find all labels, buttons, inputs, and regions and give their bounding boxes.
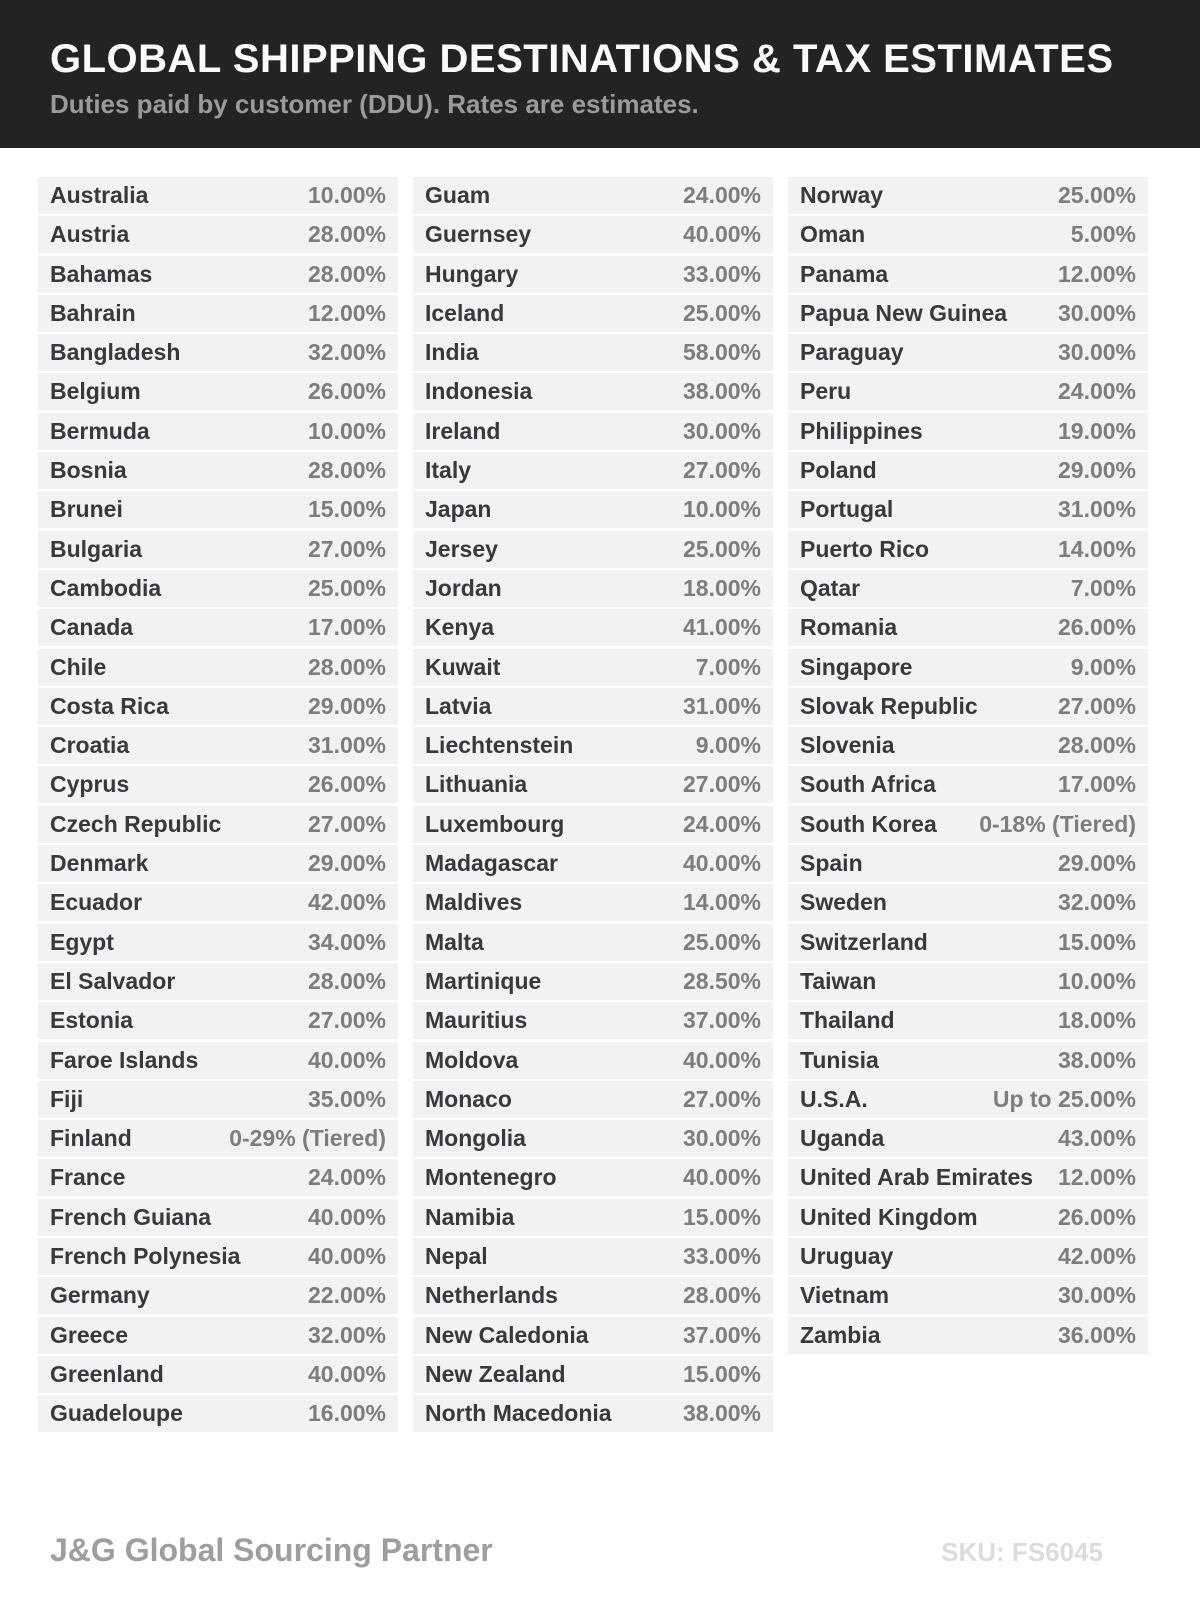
country-name: Czech Republic xyxy=(50,810,222,837)
country-name: Bahamas xyxy=(50,260,153,287)
tax-rate: 14.00% xyxy=(682,889,761,916)
country-name: Belgium xyxy=(50,378,141,405)
country-name: Kenya xyxy=(425,614,495,641)
table-row xyxy=(413,1081,773,1118)
table-row xyxy=(38,491,398,528)
table-row xyxy=(413,727,773,764)
country-name: Sweden xyxy=(800,889,887,916)
country-name: Qatar xyxy=(800,574,861,601)
country-name: Vietnam xyxy=(800,1282,890,1309)
table-row xyxy=(413,452,773,489)
sku-label: SKU: FS6045 xyxy=(941,1537,1103,1567)
tax-rate: 27.00% xyxy=(307,535,386,562)
country-name: Madagascar xyxy=(425,850,558,877)
country-name: Hungary xyxy=(425,260,519,287)
tax-rate: 0-18% (Tiered) xyxy=(979,810,1136,837)
tax-rate: 36.00% xyxy=(1057,1321,1136,1348)
tax-rate: 33.00% xyxy=(682,1243,761,1270)
tax-rate: 40.00% xyxy=(307,1360,386,1387)
table-row xyxy=(413,845,773,882)
tax-rate: 18.00% xyxy=(1057,1007,1136,1034)
table-row xyxy=(788,1317,1148,1354)
table-row xyxy=(413,884,773,921)
table-row xyxy=(38,609,398,646)
tax-rate: 40.00% xyxy=(307,1203,386,1230)
tax-rate: 40.00% xyxy=(307,1046,386,1073)
page-header xyxy=(0,0,1200,148)
page-footer xyxy=(50,1532,1103,1569)
page-title: GLOBAL SHIPPING DESTINATIONS & TAX ESTIMATES xyxy=(50,37,1114,81)
table-row xyxy=(413,1199,773,1236)
tax-rate: 0-29% (Tiered) xyxy=(229,1125,386,1152)
tax-rate: 29.00% xyxy=(1057,850,1136,877)
tax-rate: 18.00% xyxy=(682,574,761,601)
country-name: French Guiana xyxy=(50,1203,212,1230)
country-name: Greenland xyxy=(50,1360,164,1387)
table-row xyxy=(788,884,1148,921)
country-name: Norway xyxy=(800,182,884,208)
table-row xyxy=(38,1002,398,1039)
tax-rate: 15.00% xyxy=(682,1360,761,1387)
country-name: New Caledonia xyxy=(425,1321,589,1348)
table-row xyxy=(788,1277,1148,1314)
table-row xyxy=(788,216,1148,253)
country-name: Greece xyxy=(50,1321,129,1348)
table-row xyxy=(413,766,773,803)
tax-rate: 31.00% xyxy=(682,692,761,719)
table-row xyxy=(788,963,1148,1000)
country-name: Maldives xyxy=(425,889,523,916)
tax-rate: 24.00% xyxy=(682,810,761,837)
country-name: Romania xyxy=(800,614,898,641)
country-name: Guernsey xyxy=(425,221,532,248)
table-row xyxy=(788,1159,1148,1196)
country-name: Panama xyxy=(800,260,889,287)
tax-rate: 15.00% xyxy=(682,1203,761,1230)
country-name: Papua New Guinea xyxy=(800,299,1008,326)
country-name: Jersey xyxy=(425,535,498,562)
country-name: Egypt xyxy=(50,928,114,955)
tax-rate: Up to 25.00% xyxy=(992,1085,1136,1112)
table-row xyxy=(38,334,398,371)
tax-rate: 30.00% xyxy=(1057,339,1136,366)
table-row xyxy=(413,1042,773,1079)
country-name: United Arab Emirates xyxy=(800,1164,1034,1191)
country-name: Uruguay xyxy=(800,1243,894,1270)
tax-rate: 10.00% xyxy=(1057,967,1136,994)
tax-rate: 15.00% xyxy=(307,496,386,523)
tax-rate: 25.00% xyxy=(682,928,761,955)
table-row xyxy=(413,413,773,450)
table-row xyxy=(788,1042,1148,1079)
tax-rate: 27.00% xyxy=(682,771,761,798)
tax-rate: 42.00% xyxy=(1057,1243,1136,1270)
country-name: Paraguay xyxy=(800,339,904,366)
table-row xyxy=(788,1002,1148,1039)
table-row xyxy=(413,1277,773,1314)
tax-rate: 30.00% xyxy=(1057,299,1136,326)
tax-rate: 38.00% xyxy=(1057,1046,1136,1073)
tax-rate: 19.00% xyxy=(1057,417,1136,444)
tax-rate: 7.00% xyxy=(695,653,761,680)
tax-rate: 40.00% xyxy=(682,1164,761,1191)
country-name: Bermuda xyxy=(50,417,150,444)
tax-rate: 28.00% xyxy=(1057,732,1136,759)
table-row xyxy=(38,413,398,450)
country-name: Oman xyxy=(800,221,866,248)
table-row xyxy=(413,1159,773,1196)
country-name: Thailand xyxy=(800,1007,895,1034)
tax-rate: 9.00% xyxy=(1070,653,1136,680)
country-name: Australia xyxy=(50,182,149,208)
table-row xyxy=(413,570,773,607)
country-name: Ireland xyxy=(425,417,501,444)
table-row xyxy=(38,177,398,214)
table-column-2 xyxy=(413,177,773,1435)
country-name: El Salvador xyxy=(50,967,176,994)
table-row xyxy=(413,924,773,961)
table-row xyxy=(788,1120,1148,1157)
tax-rate: 27.00% xyxy=(307,1007,386,1034)
tax-rate: 5.00% xyxy=(1070,221,1136,248)
shipping-tax-table xyxy=(38,177,1165,1435)
tax-rate: 14.00% xyxy=(1057,535,1136,562)
table-row xyxy=(413,531,773,568)
table-row xyxy=(788,924,1148,961)
table-row xyxy=(413,216,773,253)
country-name: Namibia xyxy=(425,1203,515,1230)
country-name: Ecuador xyxy=(50,889,143,916)
tax-rate: 24.00% xyxy=(307,1164,386,1191)
tax-rate: 29.00% xyxy=(1057,457,1136,484)
tax-rate: 10.00% xyxy=(307,417,386,444)
tax-rate: 25.00% xyxy=(682,535,761,562)
tax-rate: 37.00% xyxy=(682,1007,761,1034)
table-row xyxy=(413,1120,773,1157)
table-row xyxy=(413,177,773,214)
table-row xyxy=(38,373,398,410)
table-row xyxy=(38,216,398,253)
table-row xyxy=(788,570,1148,607)
table-row xyxy=(788,413,1148,450)
country-name: Estonia xyxy=(50,1007,134,1034)
country-name: Chile xyxy=(50,653,107,680)
tax-rate: 58.00% xyxy=(682,339,761,366)
country-name: Uganda xyxy=(800,1125,885,1152)
tax-rate: 38.00% xyxy=(682,1400,761,1427)
tax-rate: 28.00% xyxy=(307,221,386,248)
country-name: India xyxy=(425,339,479,366)
table-row xyxy=(38,1120,398,1157)
tax-rate: 17.00% xyxy=(307,614,386,641)
tax-rate: 10.00% xyxy=(307,182,386,208)
tax-rate: 31.00% xyxy=(1057,496,1136,523)
country-name: Mauritius xyxy=(425,1007,528,1034)
tax-rate: 28.00% xyxy=(307,457,386,484)
table-row xyxy=(413,806,773,843)
country-name: Switzerland xyxy=(800,928,928,955)
country-name: Spain xyxy=(800,850,863,877)
tax-rate: 27.00% xyxy=(1057,692,1136,719)
table-row xyxy=(38,1317,398,1354)
country-name: Indonesia xyxy=(425,378,533,405)
table-row xyxy=(38,531,398,568)
table-row xyxy=(38,1042,398,1079)
table-row xyxy=(413,609,773,646)
country-name: North Macedonia xyxy=(425,1400,612,1427)
table-row xyxy=(413,649,773,686)
country-name: Poland xyxy=(800,457,877,484)
table-row xyxy=(788,177,1148,214)
tax-rate: 37.00% xyxy=(682,1321,761,1348)
country-name: Luxembourg xyxy=(425,810,565,837)
country-name: Brunei xyxy=(50,496,123,523)
tax-rate: 28.00% xyxy=(307,260,386,287)
table-row xyxy=(788,1238,1148,1275)
tax-rate: 29.00% xyxy=(307,850,386,877)
country-name: South Korea xyxy=(800,810,937,837)
table-row xyxy=(413,334,773,371)
tax-rate: 9.00% xyxy=(695,732,761,759)
tax-rate: 28.00% xyxy=(307,967,386,994)
tax-rate: 26.00% xyxy=(1057,1203,1136,1230)
table-row xyxy=(38,1199,398,1236)
country-name: Montenegro xyxy=(425,1164,557,1191)
country-name: Philippines xyxy=(800,417,923,444)
tax-rate: 42.00% xyxy=(307,889,386,916)
tax-rate: 25.00% xyxy=(1057,182,1136,208)
tax-rate: 30.00% xyxy=(682,1125,761,1152)
table-row xyxy=(788,806,1148,843)
table-row xyxy=(413,491,773,528)
country-name: Kuwait xyxy=(425,653,501,680)
tax-rate: 24.00% xyxy=(682,182,761,208)
country-name: Faroe Islands xyxy=(50,1046,199,1073)
country-name: Zambia xyxy=(800,1321,881,1348)
country-name: Iceland xyxy=(425,299,505,326)
tax-rate: 29.00% xyxy=(307,692,386,719)
country-name: Canada xyxy=(50,614,134,641)
tax-rate: 12.00% xyxy=(307,299,386,326)
country-name: Jordan xyxy=(425,574,502,601)
country-name: Croatia xyxy=(50,732,130,759)
country-name: Slovak Republic xyxy=(800,692,978,719)
table-row xyxy=(413,1238,773,1275)
country-name: Lithuania xyxy=(425,771,528,798)
tax-rate: 28.00% xyxy=(307,653,386,680)
tax-rate: 27.00% xyxy=(682,457,761,484)
country-name: Italy xyxy=(425,457,472,484)
country-name: Puerto Rico xyxy=(800,535,930,562)
table-row xyxy=(413,963,773,1000)
country-name: Guadeloupe xyxy=(50,1400,183,1427)
tax-rate: 17.00% xyxy=(1057,771,1136,798)
tax-rate: 41.00% xyxy=(682,614,761,641)
table-row xyxy=(38,963,398,1000)
table-row xyxy=(38,806,398,843)
table-row xyxy=(38,1159,398,1196)
table-row xyxy=(38,688,398,725)
country-name: Tunisia xyxy=(800,1046,879,1073)
table-row xyxy=(413,256,773,293)
tax-rate: 12.00% xyxy=(1057,260,1136,287)
tax-rate: 31.00% xyxy=(307,732,386,759)
table-row xyxy=(413,1356,773,1393)
country-name: French Polynesia xyxy=(50,1243,241,1270)
brand-name: J&G Global Sourcing Partner xyxy=(50,1532,493,1568)
tax-rate: 28.50% xyxy=(682,967,761,994)
table-column-1 xyxy=(38,177,398,1435)
tax-rate: 27.00% xyxy=(307,810,386,837)
table-row xyxy=(38,1356,398,1393)
table-row xyxy=(788,1199,1148,1236)
tax-rate: 28.00% xyxy=(682,1282,761,1309)
tax-rate: 25.00% xyxy=(307,574,386,601)
country-name: Denmark xyxy=(50,850,149,877)
country-name: Bosnia xyxy=(50,457,127,484)
tax-rate: 38.00% xyxy=(682,378,761,405)
table-row xyxy=(788,766,1148,803)
country-name: Singapore xyxy=(800,653,913,680)
country-name: South Africa xyxy=(800,771,936,798)
table-row xyxy=(38,884,398,921)
country-name: Moldova xyxy=(425,1046,519,1073)
table-row xyxy=(788,649,1148,686)
table-row xyxy=(38,845,398,882)
table-row xyxy=(413,688,773,725)
tax-rate: 34.00% xyxy=(307,928,386,955)
table-row xyxy=(38,1395,398,1432)
country-name: Malta xyxy=(425,928,484,955)
tax-rate: 43.00% xyxy=(1057,1125,1136,1152)
country-name: Slovenia xyxy=(800,732,895,759)
table-row xyxy=(788,609,1148,646)
table-row xyxy=(38,924,398,961)
table-row xyxy=(38,452,398,489)
table-row xyxy=(413,1002,773,1039)
table-row xyxy=(38,766,398,803)
table-row xyxy=(413,1395,773,1432)
tax-rate: 27.00% xyxy=(682,1085,761,1112)
table-row xyxy=(38,1277,398,1314)
country-name: Cambodia xyxy=(50,574,162,601)
country-name: Germany xyxy=(50,1282,150,1309)
tax-rate: 32.00% xyxy=(1057,889,1136,916)
country-name: Bulgaria xyxy=(50,535,143,562)
tax-rate: 40.00% xyxy=(682,221,761,248)
country-name: Latvia xyxy=(425,692,492,719)
table-column-3 xyxy=(788,177,1148,1356)
tax-rate: 7.00% xyxy=(1070,574,1136,601)
page-subtitle: Duties paid by customer (DDU). Rates are estimates. xyxy=(50,89,699,119)
tax-rate: 40.00% xyxy=(307,1243,386,1270)
country-name: Bahrain xyxy=(50,299,136,326)
table-row xyxy=(38,570,398,607)
country-name: Liechtenstein xyxy=(425,732,574,759)
tax-rate: 22.00% xyxy=(307,1282,386,1309)
country-name: Monaco xyxy=(425,1085,512,1112)
country-name: New Zealand xyxy=(425,1360,566,1387)
table-row xyxy=(788,727,1148,764)
table-row xyxy=(38,727,398,764)
table-row xyxy=(788,531,1148,568)
table-row xyxy=(38,295,398,332)
table-row xyxy=(788,452,1148,489)
tax-rate: 32.00% xyxy=(307,1321,386,1348)
tax-rate: 40.00% xyxy=(682,1046,761,1073)
tax-rate: 32.00% xyxy=(307,339,386,366)
tax-rate: 12.00% xyxy=(1057,1164,1136,1191)
tax-rate: 16.00% xyxy=(307,1400,386,1427)
country-name: Portugal xyxy=(800,496,894,523)
table-row xyxy=(788,1081,1148,1118)
table-row xyxy=(38,1238,398,1275)
tax-rate: 40.00% xyxy=(682,850,761,877)
tax-rate: 30.00% xyxy=(682,417,761,444)
table-row xyxy=(38,1081,398,1118)
country-name: Finland xyxy=(50,1125,132,1152)
tax-rate: 26.00% xyxy=(1057,614,1136,641)
table-row xyxy=(413,1317,773,1354)
country-name: Mongolia xyxy=(425,1125,526,1152)
country-name: Nepal xyxy=(425,1243,488,1270)
tax-rate: 24.00% xyxy=(1057,378,1136,405)
tax-rate: 25.00% xyxy=(682,299,761,326)
table-row xyxy=(788,373,1148,410)
country-name: Costa Rica xyxy=(50,692,169,719)
tax-rate: 33.00% xyxy=(682,260,761,287)
country-name: France xyxy=(50,1164,126,1191)
table-row xyxy=(788,256,1148,293)
table-row xyxy=(38,649,398,686)
country-name: Taiwan xyxy=(800,967,877,994)
tax-rate: 15.00% xyxy=(1057,928,1136,955)
country-name: Cyprus xyxy=(50,771,130,798)
table-row xyxy=(788,491,1148,528)
table-row xyxy=(788,334,1148,371)
country-name: United Kingdom xyxy=(800,1203,978,1230)
country-name: Bangladesh xyxy=(50,339,181,366)
country-name: Peru xyxy=(800,378,852,405)
country-name: U.S.A. xyxy=(800,1085,868,1112)
country-name: Martinique xyxy=(425,967,542,994)
tax-rate: 26.00% xyxy=(307,378,386,405)
tax-rate: 30.00% xyxy=(1057,1282,1136,1309)
tax-rate: 26.00% xyxy=(307,771,386,798)
tax-rate: 35.00% xyxy=(307,1085,386,1112)
country-name: Fiji xyxy=(50,1085,84,1112)
table-row xyxy=(413,373,773,410)
table-row xyxy=(413,295,773,332)
country-name: Austria xyxy=(50,221,130,248)
country-name: Netherlands xyxy=(425,1282,558,1309)
tax-rate: 10.00% xyxy=(682,496,761,523)
table-row xyxy=(788,295,1148,332)
table-row xyxy=(788,845,1148,882)
country-name: Japan xyxy=(425,496,492,523)
table-row xyxy=(38,256,398,293)
country-name: Guam xyxy=(425,182,491,208)
table-row xyxy=(788,688,1148,725)
